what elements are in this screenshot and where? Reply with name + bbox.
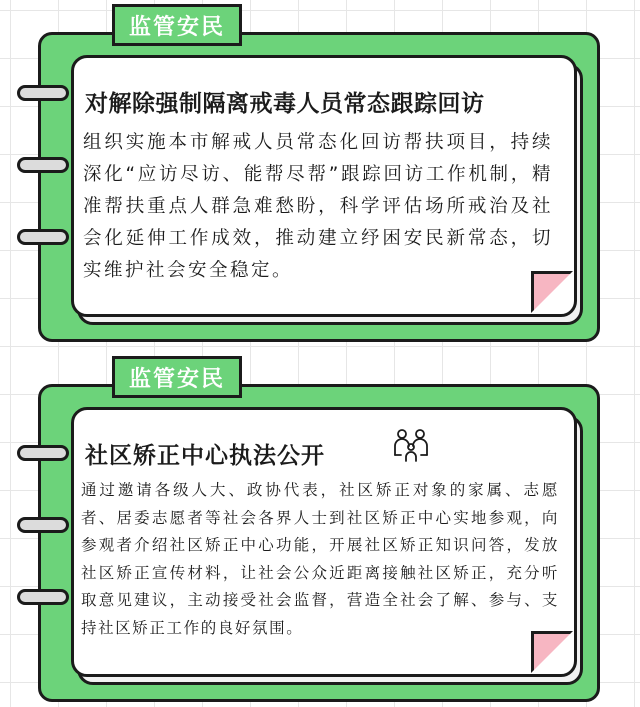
binder-ring-icon (17, 157, 69, 173)
binder-ring-icon (17, 589, 69, 605)
section-tag: 监管安民 (112, 4, 242, 46)
binder-ring-icon (17, 229, 69, 245)
notebook-card-2 (38, 356, 600, 702)
card-body: 组织实施本市解戒人员常态化回访帮扶项目，持续深化“应访尽访、能帮尽帮”跟踪回访工作机制，精准帮扶重点人群急难愁盼，科学评估场所戒治及社会化延伸工作成效，推动建立纾困安民新常态，切实维护社会安全稳定。 (83, 132, 553, 281)
card-title: 社区矫正中心执法公开 (85, 443, 325, 469)
card-body: 通过邀请各级人大、政协代表，社区矫正对象的家属、志愿者、居委志愿者等社会各界人士到社区矫正中心实地参观，向参观者介绍社区矫正中心功能，开展社区矫正知识问答，发放社区矫正宣传材料，让社会公众近距离接触社区矫正，充分听取意见建议，主动接受社会监督，营造全社会了解、参与、支持社区矫正工作的良好氛围。 (81, 481, 559, 637)
binder-ring-icon (17, 445, 69, 461)
card-title: 对解除强制隔离戒毒人员常态跟踪回访 (85, 91, 485, 117)
notebook-card-1 (38, 4, 600, 342)
green-frame (38, 32, 600, 342)
family-icon (391, 425, 431, 465)
green-frame (38, 384, 600, 702)
binder-ring-icon (17, 517, 69, 533)
section-tag: 监管安民 (112, 356, 242, 398)
binder-ring-icon (17, 85, 69, 101)
